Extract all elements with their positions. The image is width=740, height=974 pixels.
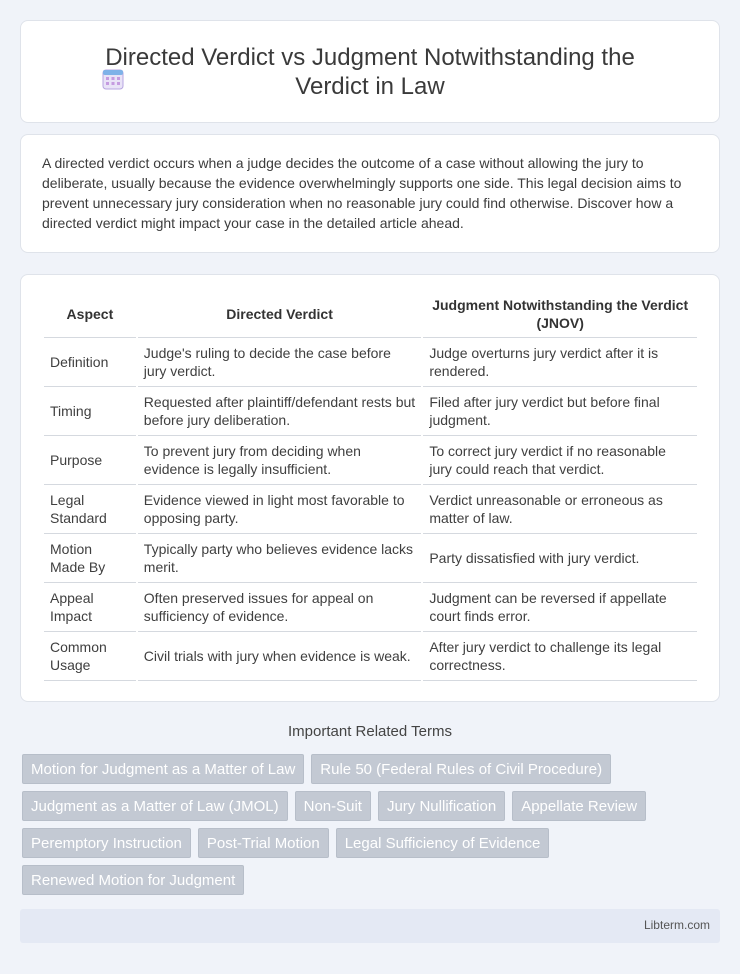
related-terms-list — [22, 754, 722, 902]
row-aspect: Timing — [44, 387, 136, 436]
row-jnov: After jury verdict to challenge its legal correctness. — [423, 632, 697, 681]
row-jnov: To correct jury verdict if no reasonable jury could reach that verdict. — [423, 436, 697, 485]
comparison-table — [42, 291, 699, 681]
table-row — [44, 436, 697, 485]
row-directed-verdict: Judge's ruling to decide the case before jury verdict. — [138, 338, 422, 387]
header-jnov: Judgment Notwithstanding the Verdict (JNOV) — [423, 291, 697, 338]
row-jnov: Verdict unreasonable or erroneous as matter of law. — [423, 485, 697, 534]
table-row — [44, 534, 697, 583]
row-jnov: Filed after jury verdict but before final judgment. — [423, 387, 697, 436]
row-aspect: Motion Made By — [44, 534, 136, 583]
row-directed-verdict: Often preserved issues for appeal on sufficiency of evidence. — [138, 583, 422, 632]
row-directed-verdict: Civil trials with jury when evidence is weak. — [138, 632, 422, 681]
row-directed-verdict: Typically party who believes evidence lacks merit. — [138, 534, 422, 583]
related-term-tag[interactable]: Motion for Judgment as a Matter of Law — [22, 754, 304, 784]
related-term-tag[interactable]: Renewed Motion for Judgment — [22, 865, 244, 895]
related-terms-title: Important Related Terms — [288, 723, 452, 740]
table-row — [44, 485, 697, 534]
header-directed-verdict: Directed Verdict — [138, 291, 422, 338]
related-term-tag[interactable]: Rule 50 (Federal Rules of Civil Procedure) — [311, 754, 611, 784]
table-row — [44, 387, 697, 436]
row-jnov: Party dissatisfied with jury verdict. — [423, 534, 697, 583]
related-term-tag[interactable]: Appellate Review — [512, 791, 646, 821]
row-directed-verdict: To prevent jury from deciding when evidence is legally insufficient. — [138, 436, 422, 485]
related-term-tag[interactable]: Non-Suit — [295, 791, 371, 821]
row-aspect: Definition — [44, 338, 136, 387]
table-header-row — [44, 291, 697, 338]
row-directed-verdict: Evidence viewed in light most favorable to opposing party. — [138, 485, 422, 534]
table-row — [44, 583, 697, 632]
related-term-tag[interactable]: Legal Sufficiency of Evidence — [336, 828, 550, 858]
row-aspect: Appeal Impact — [44, 583, 136, 632]
row-jnov: Judgment can be reversed if appellate court finds error. — [423, 583, 697, 632]
row-aspect: Purpose — [44, 436, 136, 485]
intro-card — [20, 134, 720, 253]
row-jnov: Judge overturns jury verdict after it is rendered. — [423, 338, 697, 387]
footer-site-link[interactable]: Libterm.com — [643, 918, 710, 932]
table-row — [44, 632, 697, 681]
header-card — [20, 20, 720, 123]
table-row — [44, 338, 697, 387]
related-term-tag[interactable]: Post-Trial Motion — [198, 828, 329, 858]
related-term-tag[interactable]: Jury Nullification — [378, 791, 505, 821]
row-aspect: Legal Standard — [44, 485, 136, 534]
row-directed-verdict: Requested after plaintiff/defendant rests but before jury deliberation. — [138, 387, 422, 436]
header-aspect: Aspect — [44, 291, 136, 338]
comparison-card — [20, 274, 720, 702]
row-aspect: Common Usage — [44, 632, 136, 681]
intro-text: A directed verdict occurs when a judge decides the outcome of a case without allowing the jury to deliberate, usually because the evidence overwhelmingly supports one side. This legal decision aims to prevent unnecessary jury consideration when no reasonable jury could find otherwise. Discover how a directed verdict might impact your case in the detailed article ahead. — [42, 155, 682, 231]
related-term-tag[interactable]: Judgment as a Matter of Law (JMOL) — [22, 791, 288, 821]
related-term-tag[interactable]: Peremptory Instruction — [22, 828, 191, 858]
footer — [20, 909, 720, 943]
page-title: Directed Verdict vs Judgment Notwithstanding the Verdict in Law — [105, 44, 635, 100]
